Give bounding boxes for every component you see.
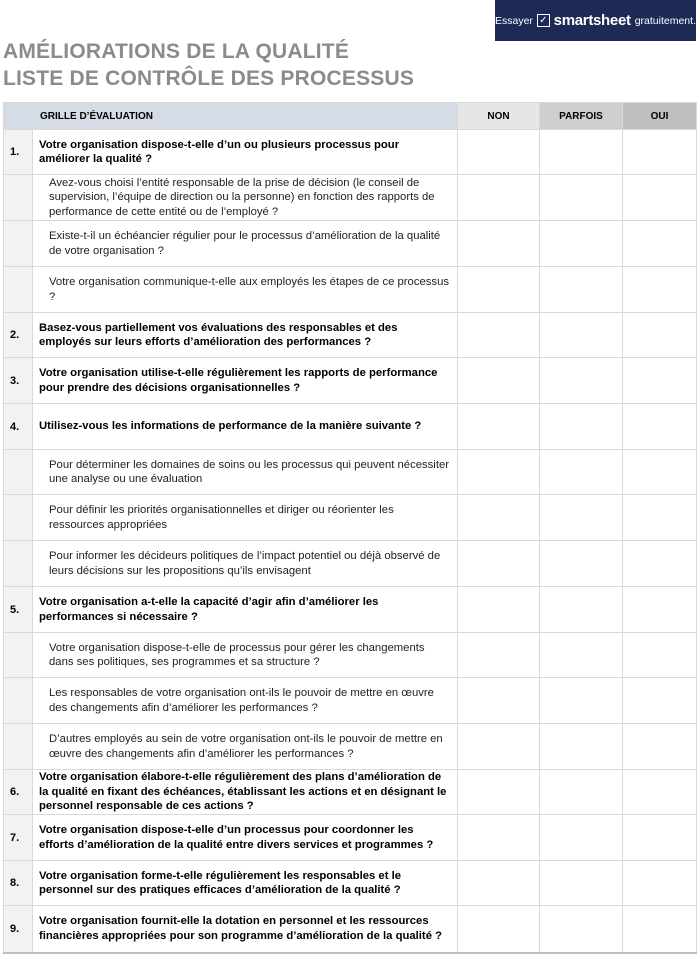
row-number [4,495,33,541]
question-text: Basez-vous partiellement vos évaluations des responsables et des employés sur leurs efforts d’amélioration des performances ? [33,313,458,358]
smartsheet-brand-text: smartsheet [553,12,631,29]
try-smartsheet-banner[interactable] [495,0,696,41]
page-title-line-2: LISTE DE CONTRÔLE DES PROCESSUS [3,67,415,90]
page-title [3,38,414,92]
answer-cell-non[interactable] [458,541,540,587]
answer-cell-parfois[interactable] [540,633,623,678]
answer-cell-parfois[interactable] [540,130,623,175]
answer-cell-non[interactable] [458,450,540,495]
sub-question-text: Pour déterminer les domaines de soins ou les processus qui peuvent nécessiter une analyse ou une évaluation [33,450,458,495]
question-text: Votre organisation utilise-t-elle régulièrement les rapports de performance pour prendre des décisions organisationnelles ? [33,358,458,404]
answer-cell-oui[interactable] [623,587,697,633]
answer-cell-non[interactable] [458,404,540,450]
table-row [4,724,697,770]
row-number [4,175,33,221]
answer-cell-parfois[interactable] [540,358,623,404]
row-number [4,267,33,313]
sub-question-text: D’autres employés au sein de votre organisation ont-ils le pouvoir de mettre en œuvre des changements afin d’améliorer les performances ? [33,724,458,770]
answer-cell-parfois[interactable] [540,770,623,815]
answer-cell-non[interactable] [458,267,540,313]
page-title-line-1: AMÉLIORATIONS DE LA QUALITÉ [3,40,350,63]
answer-cell-parfois[interactable] [540,541,623,587]
answer-cell-parfois[interactable] [540,724,623,770]
answer-cell-parfois[interactable] [540,495,623,541]
question-text: Votre organisation élabore-t-elle régulièrement des plans d’amélioration de la qualité en fixant des échéances, établissant les actions et en désignant le personnel responsable de ces actions ? [33,770,458,815]
answer-cell-oui[interactable] [623,358,697,404]
evaluation-grid [3,102,697,954]
answer-cell-oui[interactable] [623,267,697,313]
table-row [4,633,697,678]
row-number [4,450,33,495]
question-text: Votre organisation a-t-elle la capacité d’agir afin d’améliorer les performances si nécessaire ? [33,587,458,633]
sub-question-text: Les responsables de votre organisation ont-ils le pouvoir de mettre en œuvre des changements afin d’améliorer les performances ? [33,678,458,724]
table-row [4,495,697,541]
answer-cell-parfois[interactable] [540,404,623,450]
answer-cell-non[interactable] [458,815,540,861]
table-row [4,450,697,495]
answer-cell-oui[interactable] [623,633,697,678]
answer-cell-parfois[interactable] [540,861,623,906]
question-text: Votre organisation dispose-t-elle d’un ou plusieurs processus pour améliorer la qualité ? [33,130,458,175]
table-row [4,404,697,450]
row-number: 8. [4,861,33,906]
answer-cell-non[interactable] [458,587,540,633]
answer-cell-non[interactable] [458,633,540,678]
answer-cell-parfois[interactable] [540,587,623,633]
answer-cell-oui[interactable] [623,130,697,175]
answer-cell-oui[interactable] [623,313,697,358]
table-row [4,541,697,587]
answer-cell-oui[interactable] [623,906,697,953]
answer-cell-parfois[interactable] [540,221,623,267]
answer-cell-non[interactable] [458,906,540,953]
answer-cell-non[interactable] [458,358,540,404]
answer-cell-oui[interactable] [623,450,697,495]
answer-cell-parfois[interactable] [540,906,623,953]
answer-cell-oui[interactable] [623,404,697,450]
answer-cell-oui[interactable] [623,678,697,724]
table-row [4,130,697,175]
answer-cell-non[interactable] [458,724,540,770]
row-number [4,541,33,587]
sub-question-text: Existe-t-il un échéancier régulier pour le processus d’amélioration de la qualité de votre organisation ? [33,221,458,267]
row-number [4,678,33,724]
row-number: 5. [4,587,33,633]
answer-cell-non[interactable] [458,678,540,724]
answer-cell-oui[interactable] [623,175,697,221]
table-row [4,267,697,313]
table-row [4,313,697,358]
header-grille: GRILLE D’ÉVALUATION [4,103,458,130]
header-parfois: PARFOIS [540,103,623,130]
answer-cell-oui[interactable] [623,221,697,267]
answer-cell-parfois[interactable] [540,313,623,358]
banner-post-text: gratuitement. [634,14,696,27]
grid-header-row [4,103,697,130]
answer-cell-oui[interactable] [623,495,697,541]
question-text: Votre organisation fournit-elle la dotation en personnel et les ressources financières appropriées pour son programme d’amélioration de la qualité ? [33,906,458,953]
header-non: NON [458,103,540,130]
row-number: 2. [4,313,33,358]
sub-question-text: Pour informer les décideurs politiques de l’impact potentiel ou déjà observé de leurs décisions sur les propositions qu’ils envisagent [33,541,458,587]
row-number: 6. [4,770,33,815]
row-number: 3. [4,358,33,404]
row-number [4,724,33,770]
table-row [4,906,697,953]
answer-cell-non[interactable] [458,770,540,815]
row-number: 7. [4,815,33,861]
smartsheet-logo-check-icon: ✓ [537,14,550,27]
sub-question-text: Votre organisation dispose-t-elle de processus pour gérer les changements dans ses politiques, ses programmes et sa structure ? [33,633,458,678]
answer-cell-parfois[interactable] [540,678,623,724]
table-row [4,678,697,724]
row-number [4,633,33,678]
answer-cell-oui[interactable] [623,724,697,770]
answer-cell-non[interactable] [458,495,540,541]
table-row [4,587,697,633]
row-number [4,221,33,267]
answer-cell-parfois[interactable] [540,267,623,313]
answer-cell-non[interactable] [458,130,540,175]
answer-cell-non[interactable] [458,221,540,267]
answer-cell-non[interactable] [458,861,540,906]
table-row [4,358,697,404]
answer-cell-oui[interactable] [623,815,697,861]
row-number: 4. [4,404,33,450]
question-text: Votre organisation forme-t-elle régulièrement les responsables et le personnel sur des pratiques efficaces d’amélioration de la qualité ? [33,861,458,906]
sub-question-text: Votre organisation communique-t-elle aux employés les étapes de ce processus ? [33,267,458,313]
row-number: 1. [4,130,33,175]
table-row [4,221,697,267]
table-row [4,861,697,906]
table-row [4,175,697,221]
answer-cell-parfois[interactable] [540,815,623,861]
answer-cell-oui[interactable] [623,770,697,815]
row-number: 9. [4,906,33,953]
question-text: Votre organisation dispose-t-elle d’un processus pour coordonner les efforts d’amélioration de la qualité entre divers services et programmes ? [33,815,458,861]
answer-cell-parfois[interactable] [540,450,623,495]
table-row [4,815,697,861]
sub-question-text: Avez-vous choisi l’entité responsable de la prise de décision (le conseil de supervision, l’équipe de direction ou la personne) en fonction des rapports de performance de cette entité ou de l’employé ? [33,175,458,221]
answer-cell-non[interactable] [458,313,540,358]
header-oui: OUI [623,103,697,130]
answer-cell-parfois[interactable] [540,175,623,221]
sub-question-text: Pour définir les priorités organisationnelles et diriger ou réorienter les ressources appropriées [33,495,458,541]
banner-pre-text: Essayer [495,14,533,27]
question-text: Utilisez-vous les informations de performance de la manière suivante ? [33,404,458,450]
table-row [4,770,697,815]
answer-cell-oui[interactable] [623,861,697,906]
answer-cell-non[interactable] [458,175,540,221]
answer-cell-oui[interactable] [623,541,697,587]
